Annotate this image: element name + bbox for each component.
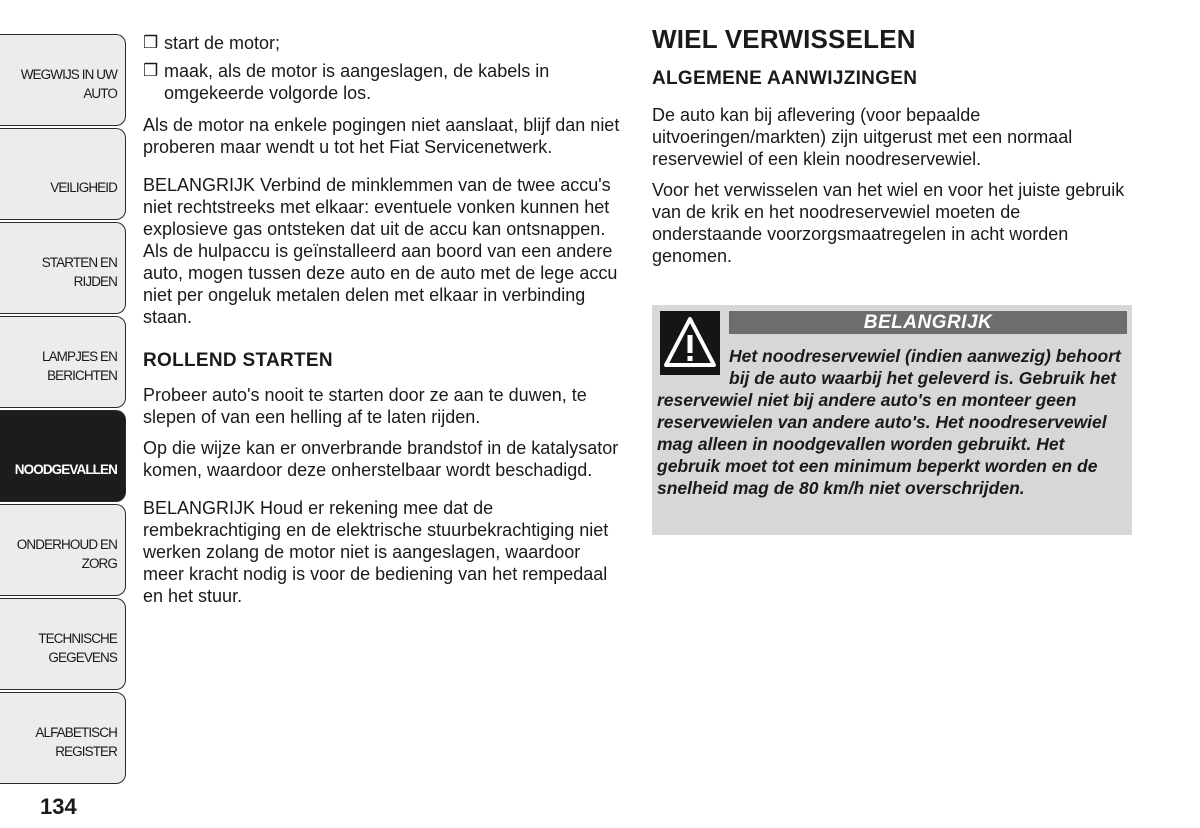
- paragraph: Als de motor na enkele pogingen niet aanslaat, blijf dan niet proberen maar wendt u tot het Fiat Servicenetwerk.: [143, 115, 620, 157]
- checklist-item: [143, 60, 625, 104]
- tab-label: NOODGEVALLEN: [14, 462, 117, 477]
- tab-label: VEILIGHEID: [50, 180, 117, 195]
- paragraph-important: BELANGRIJK Verbind de minklemmen van de twee accu's niet rechtstreeks met elkaar: eventuele vonken kunnen het explosieve gas ontsteken dat uit de accu kan ontsnappen. Als de hulpaccu is geïnstalleerd aan boord van een andere auto, mogen tussen deze auto en de auto met de lege accu niet per ongeluk metalen delen met elkaar in verbinding staan.: [143, 175, 618, 327]
- section-heading: ALGEMENE AANWIJZINGEN: [652, 68, 918, 89]
- checkbox-icon: ❒: [143, 61, 159, 80]
- warning-label: BELANGRIJK: [729, 311, 1127, 334]
- tab-onderhoud[interactable]: [0, 504, 126, 596]
- tab-label: TECHNISCHE GEGEVENS: [38, 631, 117, 665]
- checklist-text: maak, als de motor is aangeslagen, de kabels in omgekeerde volgorde los.: [164, 61, 550, 103]
- checkbox-icon: ❒: [143, 33, 159, 52]
- checklist-text: start de motor;: [164, 33, 281, 53]
- tab-wegwijs[interactable]: [0, 34, 126, 126]
- warning-text-block: [657, 345, 1127, 499]
- tab-label: STARTEN EN RIJDEN: [41, 255, 117, 289]
- section-heading: ROLLEND STARTEN: [143, 350, 333, 371]
- tab-label: LAMPJES EN BERICHTEN: [41, 349, 117, 383]
- tab-noodgevallen[interactable]: [0, 410, 126, 502]
- tab-technische[interactable]: [0, 598, 126, 690]
- tab-label: WEGWIJS IN UW AUTO: [20, 67, 117, 101]
- paragraph: Op die wijze kan er onverbrande brandstof in de katalysator komen, waardoor deze onherstelbaar wordt beschadigd.: [143, 438, 619, 480]
- tab-lampjes[interactable]: [0, 316, 126, 408]
- tab-starten[interactable]: [0, 222, 126, 314]
- chapter-tabs: [0, 34, 126, 786]
- left-column: [143, 32, 625, 616]
- right-column: [652, 24, 1132, 276]
- tab-veiligheid[interactable]: [0, 128, 126, 220]
- paragraph-important: BELANGRIJK Houd er rekening mee dat de rembekrachtiging en de elektrische stuurbekrachtiging niet werken zolang de motor niet is aangeslagen, waardoor meer kracht nodig is voor de bediening van het rempedaal en het stuur.: [143, 498, 609, 606]
- tab-label: ONDERHOUD EN ZORG: [16, 537, 117, 571]
- paragraph: Probeer auto's nooit te starten door ze aan te duwen, te slepen of van een helling af te laten rijden.: [143, 385, 587, 427]
- tab-label: ALFABETISCH REGISTER: [35, 725, 117, 759]
- paragraph: Voor het verwisselen van het wiel en voor het juiste gebruik van de krik en het noodreservewiel moeten de onderstaande voorzorgsmaatregelen in acht worden genomen.: [652, 180, 1125, 266]
- checklist-item: [143, 32, 625, 54]
- warning-text: Het noodreservewiel (indien aanwezig) behoort bij de auto waarbij het geleverd is. Gebruik het reservewiel niet bij andere auto's en monteer geen reservewielen van andere auto's. Het noodreservewiel mag alleen in noodgevallen worden gebruikt. Het gebruik moet tot een minimum beperkt worden en de snelheid mag de 80 km/h niet overschrijden.: [657, 346, 1121, 498]
- page-number: 134: [40, 794, 77, 819]
- page-title: WIEL VERWISSELEN: [652, 24, 916, 54]
- tab-register[interactable]: [0, 692, 126, 784]
- warning-box: [652, 305, 1132, 535]
- paragraph: De auto kan bij aflevering (voor bepaalde uitvoeringen/markten) zijn uitgerust met een normaal reservewiel of een klein noodreservewiel.: [652, 105, 1073, 169]
